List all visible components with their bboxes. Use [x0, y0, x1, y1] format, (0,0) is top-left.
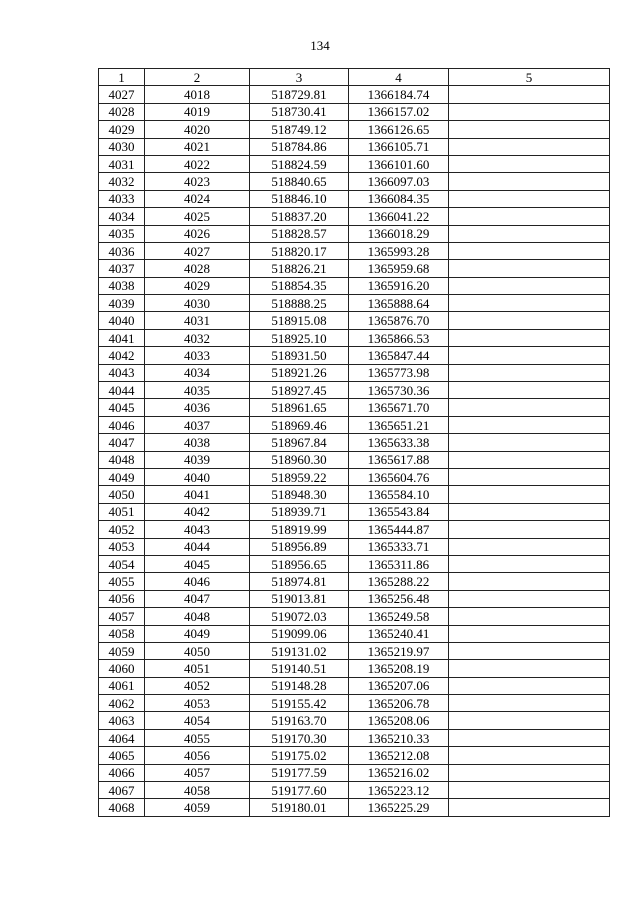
table-cell-col-2: 4034 — [145, 364, 250, 381]
table-cell-col-1: 4033 — [99, 190, 145, 207]
table-row — [99, 538, 610, 555]
table-cell-col-4: 1365333.71 — [349, 538, 449, 555]
table-cell-col-2: 4037 — [145, 416, 250, 433]
table-cell-col-5 — [449, 86, 610, 103]
table-cell-col-3: 519175.02 — [250, 747, 349, 764]
table-cell-col-3: 518927.45 — [250, 382, 349, 399]
table-cell-col-3: 519163.70 — [250, 712, 349, 729]
table-cell-col-2: 4048 — [145, 608, 250, 625]
table-row — [99, 399, 610, 416]
table-cell-col-1: 4056 — [99, 590, 145, 607]
table-cell-col-2: 4044 — [145, 538, 250, 555]
table-cell-col-3: 518784.86 — [250, 138, 349, 155]
table-cell-col-2: 4028 — [145, 260, 250, 277]
table-cell-col-3: 519148.28 — [250, 677, 349, 694]
table-cell-col-4: 1365651.21 — [349, 416, 449, 433]
table-cell-col-3: 518931.50 — [250, 347, 349, 364]
table-cell-col-2: 4055 — [145, 729, 250, 746]
table-cell-col-1: 4028 — [99, 103, 145, 120]
table-cell-col-1: 4043 — [99, 364, 145, 381]
table-row — [99, 468, 610, 485]
table-cell-col-1: 4062 — [99, 695, 145, 712]
table-cell-col-3: 518948.30 — [250, 486, 349, 503]
table-cell-col-4: 1365543.84 — [349, 503, 449, 520]
table-cell-col-3: 519013.81 — [250, 590, 349, 607]
table-cell-col-3: 518824.59 — [250, 155, 349, 172]
table-cell-col-2: 4021 — [145, 138, 250, 155]
table-cell-col-4: 1366184.74 — [349, 86, 449, 103]
table-cell-col-5 — [449, 416, 610, 433]
table-cell-col-4: 1365959.68 — [349, 260, 449, 277]
table-cell-col-2: 4049 — [145, 625, 250, 642]
table-row — [99, 590, 610, 607]
table-cell-col-4: 1365773.98 — [349, 364, 449, 381]
table-cell-col-2: 4038 — [145, 434, 250, 451]
table-cell-col-4: 1365288.22 — [349, 573, 449, 590]
table-cell-col-1: 4055 — [99, 573, 145, 590]
table-row — [99, 642, 610, 659]
table-row — [99, 625, 610, 642]
column-header-2: 2 — [145, 69, 250, 86]
table-cell-col-2: 4052 — [145, 677, 250, 694]
table-cell-col-4: 1365916.20 — [349, 277, 449, 294]
table-cell-col-2: 4043 — [145, 521, 250, 538]
table-row — [99, 277, 610, 294]
table-cell-col-5 — [449, 608, 610, 625]
table-row — [99, 486, 610, 503]
table-cell-col-4: 1366157.02 — [349, 103, 449, 120]
table-cell-col-5 — [449, 451, 610, 468]
table-cell-col-4: 1365219.97 — [349, 642, 449, 659]
table-cell-col-3: 519180.01 — [250, 799, 349, 816]
table-cell-col-1: 4059 — [99, 642, 145, 659]
table-cell-col-2: 4022 — [145, 155, 250, 172]
table-row — [99, 312, 610, 329]
table-cell-col-5 — [449, 329, 610, 346]
table-cell-col-4: 1365866.53 — [349, 329, 449, 346]
table-cell-col-4: 1365216.02 — [349, 764, 449, 781]
table-row — [99, 347, 610, 364]
table-cell-col-5 — [449, 347, 610, 364]
table-row — [99, 747, 610, 764]
table-cell-col-1: 4052 — [99, 521, 145, 538]
table-cell-col-4: 1365604.76 — [349, 468, 449, 485]
table-row — [99, 799, 610, 816]
table-cell-col-5 — [449, 660, 610, 677]
table-cell-col-2: 4027 — [145, 242, 250, 259]
table-row — [99, 573, 610, 590]
table-cell-col-4: 1366105.71 — [349, 138, 449, 155]
table-cell-col-2: 4031 — [145, 312, 250, 329]
table-cell-col-5 — [449, 225, 610, 242]
table-cell-col-3: 518956.65 — [250, 555, 349, 572]
table-cell-col-3: 519072.03 — [250, 608, 349, 625]
table-cell-col-4: 1366041.22 — [349, 208, 449, 225]
table-cell-col-5 — [449, 190, 610, 207]
table-cell-col-3: 518729.81 — [250, 86, 349, 103]
table-cell-col-1: 4044 — [99, 382, 145, 399]
table-cell-col-4: 1365311.86 — [349, 555, 449, 572]
table-cell-col-5 — [449, 260, 610, 277]
table-cell-col-3: 519177.59 — [250, 764, 349, 781]
table-cell-col-4: 1365444.87 — [349, 521, 449, 538]
table-cell-col-1: 4057 — [99, 608, 145, 625]
table-cell-col-2: 4036 — [145, 399, 250, 416]
table-cell-col-2: 4039 — [145, 451, 250, 468]
column-header-4: 4 — [349, 69, 449, 86]
table-row — [99, 434, 610, 451]
table-cell-col-3: 518921.26 — [250, 364, 349, 381]
table-cell-col-5 — [449, 677, 610, 694]
header-row — [99, 69, 610, 86]
table-cell-col-2: 4032 — [145, 329, 250, 346]
table-cell-col-5 — [449, 382, 610, 399]
table-cell-col-3: 518840.65 — [250, 173, 349, 190]
table-cell-col-1: 4048 — [99, 451, 145, 468]
table-row — [99, 260, 610, 277]
table-cell-col-4: 1365876.70 — [349, 312, 449, 329]
table-row — [99, 121, 610, 138]
table-cell-col-4: 1365208.19 — [349, 660, 449, 677]
table-cell-col-3: 519155.42 — [250, 695, 349, 712]
table-cell-col-5 — [449, 747, 610, 764]
table-cell-col-5 — [449, 138, 610, 155]
table-cell-col-1: 4066 — [99, 764, 145, 781]
table-row — [99, 208, 610, 225]
table-cell-col-1: 4038 — [99, 277, 145, 294]
table-cell-col-2: 4040 — [145, 468, 250, 485]
table-cell-col-1: 4031 — [99, 155, 145, 172]
table-cell-col-4: 1365617.88 — [349, 451, 449, 468]
table-row — [99, 712, 610, 729]
table-cell-col-4: 1365210.33 — [349, 729, 449, 746]
table-row — [99, 155, 610, 172]
table-cell-col-1: 4054 — [99, 555, 145, 572]
table-cell-col-5 — [449, 521, 610, 538]
table-row — [99, 695, 610, 712]
table-cell-col-3: 518939.71 — [250, 503, 349, 520]
table-row — [99, 503, 610, 520]
table-cell-col-3: 519131.02 — [250, 642, 349, 659]
table-row — [99, 225, 610, 242]
table-cell-col-5 — [449, 277, 610, 294]
table-cell-col-5 — [449, 503, 610, 520]
table-cell-col-3: 518956.89 — [250, 538, 349, 555]
table-cell-col-5 — [449, 173, 610, 190]
table-cell-col-1: 4045 — [99, 399, 145, 416]
table-cell-col-1: 4060 — [99, 660, 145, 677]
table-cell-col-3: 518919.99 — [250, 521, 349, 538]
coordinates-table — [98, 68, 610, 817]
table-cell-col-1: 4034 — [99, 208, 145, 225]
table-cell-col-1: 4030 — [99, 138, 145, 155]
table-cell-col-4: 1365671.70 — [349, 399, 449, 416]
table-cell-col-1: 4053 — [99, 538, 145, 555]
table-cell-col-4: 1365249.58 — [349, 608, 449, 625]
table-cell-col-5 — [449, 799, 610, 816]
table-cell-col-4: 1365256.48 — [349, 590, 449, 607]
column-header-5: 5 — [449, 69, 610, 86]
table-cell-col-5 — [449, 399, 610, 416]
table-cell-col-2: 4024 — [145, 190, 250, 207]
table-cell-col-3: 518967.84 — [250, 434, 349, 451]
table-cell-col-5 — [449, 468, 610, 485]
table-cell-col-3: 519099.06 — [250, 625, 349, 642]
table-cell-col-4: 1366097.03 — [349, 173, 449, 190]
table-cell-col-2: 4019 — [145, 103, 250, 120]
table-cell-col-3: 518820.17 — [250, 242, 349, 259]
table-cell-col-2: 4018 — [145, 86, 250, 103]
table-cell-col-2: 4045 — [145, 555, 250, 572]
table-cell-col-4: 1365212.08 — [349, 747, 449, 764]
table-cell-col-5 — [449, 121, 610, 138]
table-body — [99, 86, 610, 816]
column-header-3: 3 — [250, 69, 349, 86]
table-cell-col-3: 518974.81 — [250, 573, 349, 590]
table-cell-col-5 — [449, 729, 610, 746]
table-cell-col-2: 4046 — [145, 573, 250, 590]
table-cell-col-1: 4035 — [99, 225, 145, 242]
table-cell-col-1: 4042 — [99, 347, 145, 364]
table-row — [99, 782, 610, 799]
table-cell-col-4: 1365206.78 — [349, 695, 449, 712]
table-row — [99, 555, 610, 572]
table-row — [99, 677, 610, 694]
table-cell-col-1: 4049 — [99, 468, 145, 485]
table-cell-col-2: 4026 — [145, 225, 250, 242]
table-cell-col-1: 4046 — [99, 416, 145, 433]
table-cell-col-5 — [449, 103, 610, 120]
table-cell-col-1: 4063 — [99, 712, 145, 729]
table-row — [99, 190, 610, 207]
table-row — [99, 138, 610, 155]
table-cell-col-2: 4051 — [145, 660, 250, 677]
table-cell-col-2: 4030 — [145, 295, 250, 312]
table-cell-col-2: 4029 — [145, 277, 250, 294]
table-cell-col-3: 518837.20 — [250, 208, 349, 225]
table-cell-col-1: 4058 — [99, 625, 145, 642]
table-cell-col-2: 4035 — [145, 382, 250, 399]
table-header — [99, 69, 610, 86]
table-cell-col-4: 1365225.29 — [349, 799, 449, 816]
table-cell-col-4: 1366101.60 — [349, 155, 449, 172]
table-cell-col-5 — [449, 364, 610, 381]
table-cell-col-4: 1365993.28 — [349, 242, 449, 259]
table-cell-col-5 — [449, 486, 610, 503]
table-cell-col-5 — [449, 555, 610, 572]
table-cell-col-4: 1366018.29 — [349, 225, 449, 242]
table-row — [99, 729, 610, 746]
table-cell-col-3: 518749.12 — [250, 121, 349, 138]
table-cell-col-5 — [449, 695, 610, 712]
table-cell-col-5 — [449, 208, 610, 225]
table-cell-col-4: 1365240.41 — [349, 625, 449, 642]
table-cell-col-1: 4050 — [99, 486, 145, 503]
table-cell-col-2: 4058 — [145, 782, 250, 799]
table-row — [99, 416, 610, 433]
table-cell-col-1: 4027 — [99, 86, 145, 103]
table-cell-col-5 — [449, 155, 610, 172]
table-row — [99, 660, 610, 677]
table-cell-col-5 — [449, 590, 610, 607]
table-cell-col-5 — [449, 434, 610, 451]
table-row — [99, 382, 610, 399]
table-cell-col-1: 4036 — [99, 242, 145, 259]
table-cell-col-1: 4039 — [99, 295, 145, 312]
table-cell-col-5 — [449, 312, 610, 329]
table-cell-col-3: 518961.65 — [250, 399, 349, 416]
table-cell-col-4: 1365730.36 — [349, 382, 449, 399]
table-cell-col-3: 518888.25 — [250, 295, 349, 312]
table-cell-col-1: 4041 — [99, 329, 145, 346]
table-cell-col-1: 4064 — [99, 729, 145, 746]
table-cell-col-5 — [449, 625, 610, 642]
table-cell-col-1: 4047 — [99, 434, 145, 451]
table-cell-col-3: 519140.51 — [250, 660, 349, 677]
column-header-1: 1 — [99, 69, 145, 86]
table-row — [99, 364, 610, 381]
table-row — [99, 521, 610, 538]
table-cell-col-5 — [449, 642, 610, 659]
table-cell-col-3: 518826.21 — [250, 260, 349, 277]
table-cell-col-3: 518925.10 — [250, 329, 349, 346]
table-cell-col-2: 4020 — [145, 121, 250, 138]
table-cell-col-5 — [449, 295, 610, 312]
table-cell-col-2: 4056 — [145, 747, 250, 764]
table-cell-col-2: 4059 — [145, 799, 250, 816]
table-cell-col-1: 4032 — [99, 173, 145, 190]
table-cell-col-3: 518969.46 — [250, 416, 349, 433]
table-cell-col-5 — [449, 764, 610, 781]
table-cell-col-3: 518959.22 — [250, 468, 349, 485]
table-cell-col-3: 519170.30 — [250, 729, 349, 746]
table-cell-col-2: 4047 — [145, 590, 250, 607]
table-cell-col-1: 4067 — [99, 782, 145, 799]
table-cell-col-4: 1365633.38 — [349, 434, 449, 451]
table-cell-col-4: 1365223.12 — [349, 782, 449, 799]
table-cell-col-4: 1365888.64 — [349, 295, 449, 312]
table-cell-col-5 — [449, 242, 610, 259]
page-number: 134 — [310, 38, 330, 53]
table-cell-col-5 — [449, 712, 610, 729]
table-cell-col-1: 4040 — [99, 312, 145, 329]
table-cell-col-2: 4033 — [145, 347, 250, 364]
table-cell-col-4: 1365847.44 — [349, 347, 449, 364]
table-cell-col-2: 4025 — [145, 208, 250, 225]
table-row — [99, 242, 610, 259]
table-cell-col-4: 1365208.06 — [349, 712, 449, 729]
table-cell-col-2: 4023 — [145, 173, 250, 190]
table-cell-col-2: 4050 — [145, 642, 250, 659]
table-cell-col-3: 518828.57 — [250, 225, 349, 242]
table-row — [99, 173, 610, 190]
table-row — [99, 295, 610, 312]
table-cell-col-2: 4042 — [145, 503, 250, 520]
table-cell-col-3: 518846.10 — [250, 190, 349, 207]
table-cell-col-3: 519177.60 — [250, 782, 349, 799]
table-cell-col-4: 1365584.10 — [349, 486, 449, 503]
table-cell-col-2: 4054 — [145, 712, 250, 729]
table-cell-col-1: 4065 — [99, 747, 145, 764]
table-row — [99, 451, 610, 468]
table-cell-col-5 — [449, 573, 610, 590]
table-cell-col-3: 518960.30 — [250, 451, 349, 468]
table-cell-col-1: 4051 — [99, 503, 145, 520]
table-row — [99, 86, 610, 103]
table-row — [99, 103, 610, 120]
table-row — [99, 329, 610, 346]
table-cell-col-2: 4053 — [145, 695, 250, 712]
table-cell-col-4: 1366084.35 — [349, 190, 449, 207]
table-cell-col-1: 4068 — [99, 799, 145, 816]
table-cell-col-1: 4029 — [99, 121, 145, 138]
table-cell-col-2: 4041 — [145, 486, 250, 503]
table-cell-col-3: 518915.08 — [250, 312, 349, 329]
table-cell-col-3: 518730.41 — [250, 103, 349, 120]
table-row — [99, 764, 610, 781]
table-cell-col-2: 4057 — [145, 764, 250, 781]
table-row — [99, 608, 610, 625]
table-cell-col-1: 4061 — [99, 677, 145, 694]
table-cell-col-5 — [449, 538, 610, 555]
table-cell-col-5 — [449, 782, 610, 799]
table-cell-col-4: 1365207.06 — [349, 677, 449, 694]
table-cell-col-3: 518854.35 — [250, 277, 349, 294]
table-cell-col-1: 4037 — [99, 260, 145, 277]
table-cell-col-4: 1366126.65 — [349, 121, 449, 138]
